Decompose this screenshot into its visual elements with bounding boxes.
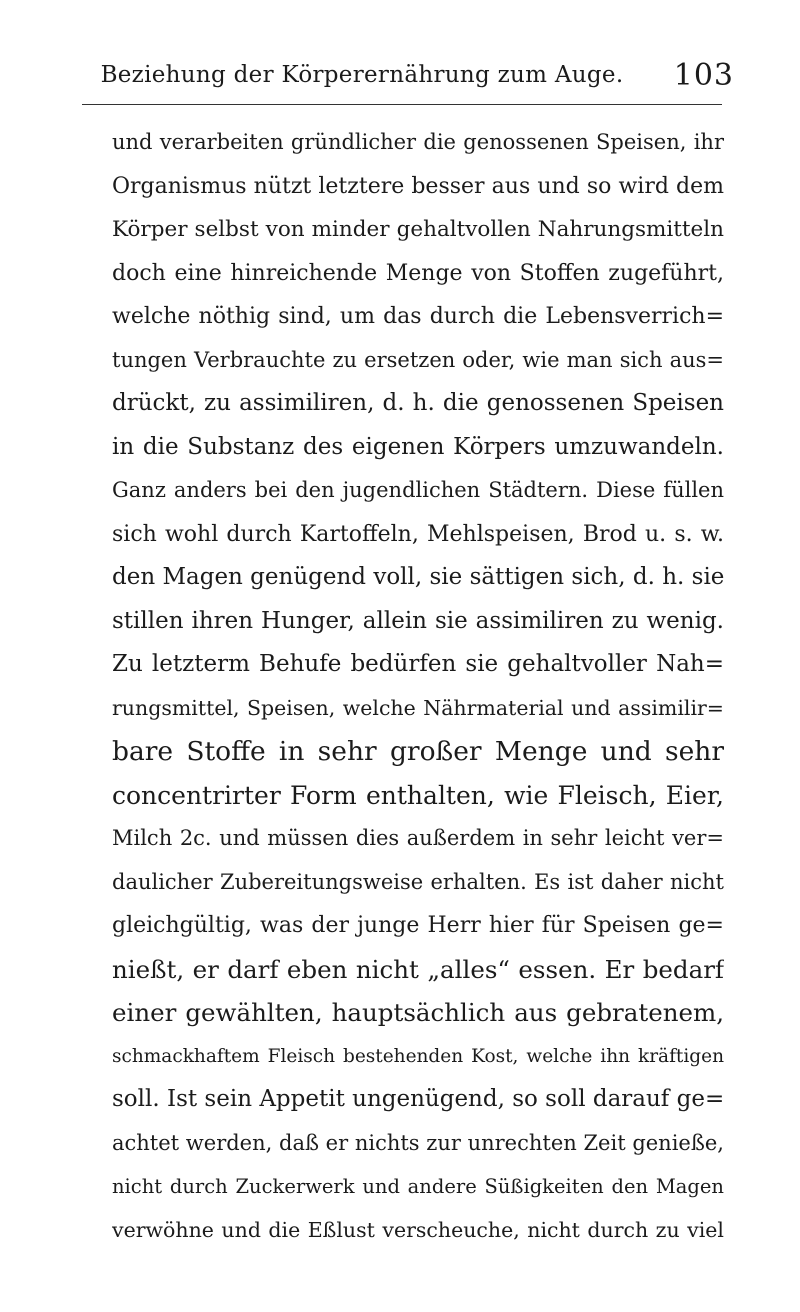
- text-line: Zu letzterm Behufe bedürfen sie gehaltvoller Nah=: [112, 651, 724, 677]
- text-line: Milch 2c. und müssen dies außerdem in sehr leicht ver=: [112, 826, 724, 850]
- text-line: rungsmittel, Speisen, welche Nährmaterial und assimilir=: [112, 695, 724, 720]
- text-line: nießt, er darf eben nicht „alles“ essen. Er bedarf: [112, 954, 724, 984]
- text-line: Organismus nützt letztere besser aus und so wird dem: [112, 173, 724, 199]
- text-line: sich wohl durch Kartoffeln, Mehlspeisen, Brod u. s. w.: [112, 521, 724, 547]
- text-line: achtet werden, daß er nichts zur unrechten Zeit genieße,: [112, 1130, 724, 1155]
- text-line: bare Stoffe in sehr großer Menge und sehr: [112, 736, 724, 767]
- running-header: [82, 58, 734, 102]
- running-title: Beziehung der Körperernährung zum Auge.: [100, 62, 624, 88]
- body-text: [112, 121, 724, 1252]
- text-line: und verarbeiten gründlicher die genossenen Speisen, ihr: [112, 130, 724, 154]
- text-line: doch eine hinreichende Menge von Stoffen zugeführt,: [112, 260, 724, 286]
- text-line: verwöhne und die Eßlust verscheuche, nicht durch zu viel: [112, 1217, 724, 1242]
- text-line: Ganz anders bei den jugendlichen Städtern. Diese füllen: [112, 478, 724, 502]
- text-line: soll. Ist sein Appetit ungenügend, so soll darauf ge=: [112, 1086, 724, 1112]
- text-line: den Magen genügend voll, sie sättigen sich, d. h. sie: [112, 564, 724, 590]
- text-line: in die Substanz des eigenen Körpers umzuwandeln.: [112, 433, 724, 460]
- text-line: concentrirter Form enthalten, wie Fleisch, Eier,: [112, 780, 724, 810]
- text-line: daulicher Zubereitungsweise erhalten. Es ist daher nicht: [112, 869, 724, 894]
- text-line: schmackhaftem Fleisch bestehenden Kost, welche ihn kräftigen: [112, 1045, 724, 1067]
- text-line: drückt, zu assimiliren, d. h. die genossenen Speisen: [112, 390, 724, 416]
- text-line: gleichgültig, was der junge Herr hier für Speisen ge=: [112, 913, 724, 938]
- text-line: einer gewählten, hauptsächlich aus gebratenem,: [112, 998, 724, 1027]
- text-line: welche nöthig sind, um das durch die Lebensverrich=: [112, 304, 724, 329]
- text-line: tungen Verbrauchte zu ersetzen oder, wie man sich aus=: [112, 347, 724, 372]
- text-line: Körper selbst von minder gehaltvollen Nahrungsmitteln: [112, 217, 724, 242]
- header-rule: [82, 104, 722, 105]
- text-line: stillen ihren Hunger, allein sie assimiliren zu wenig.: [112, 607, 724, 634]
- page-number: 103: [673, 58, 734, 93]
- text-line: nicht durch Zuckerwerk und andere Süßigkeiten den Magen: [112, 1175, 724, 1198]
